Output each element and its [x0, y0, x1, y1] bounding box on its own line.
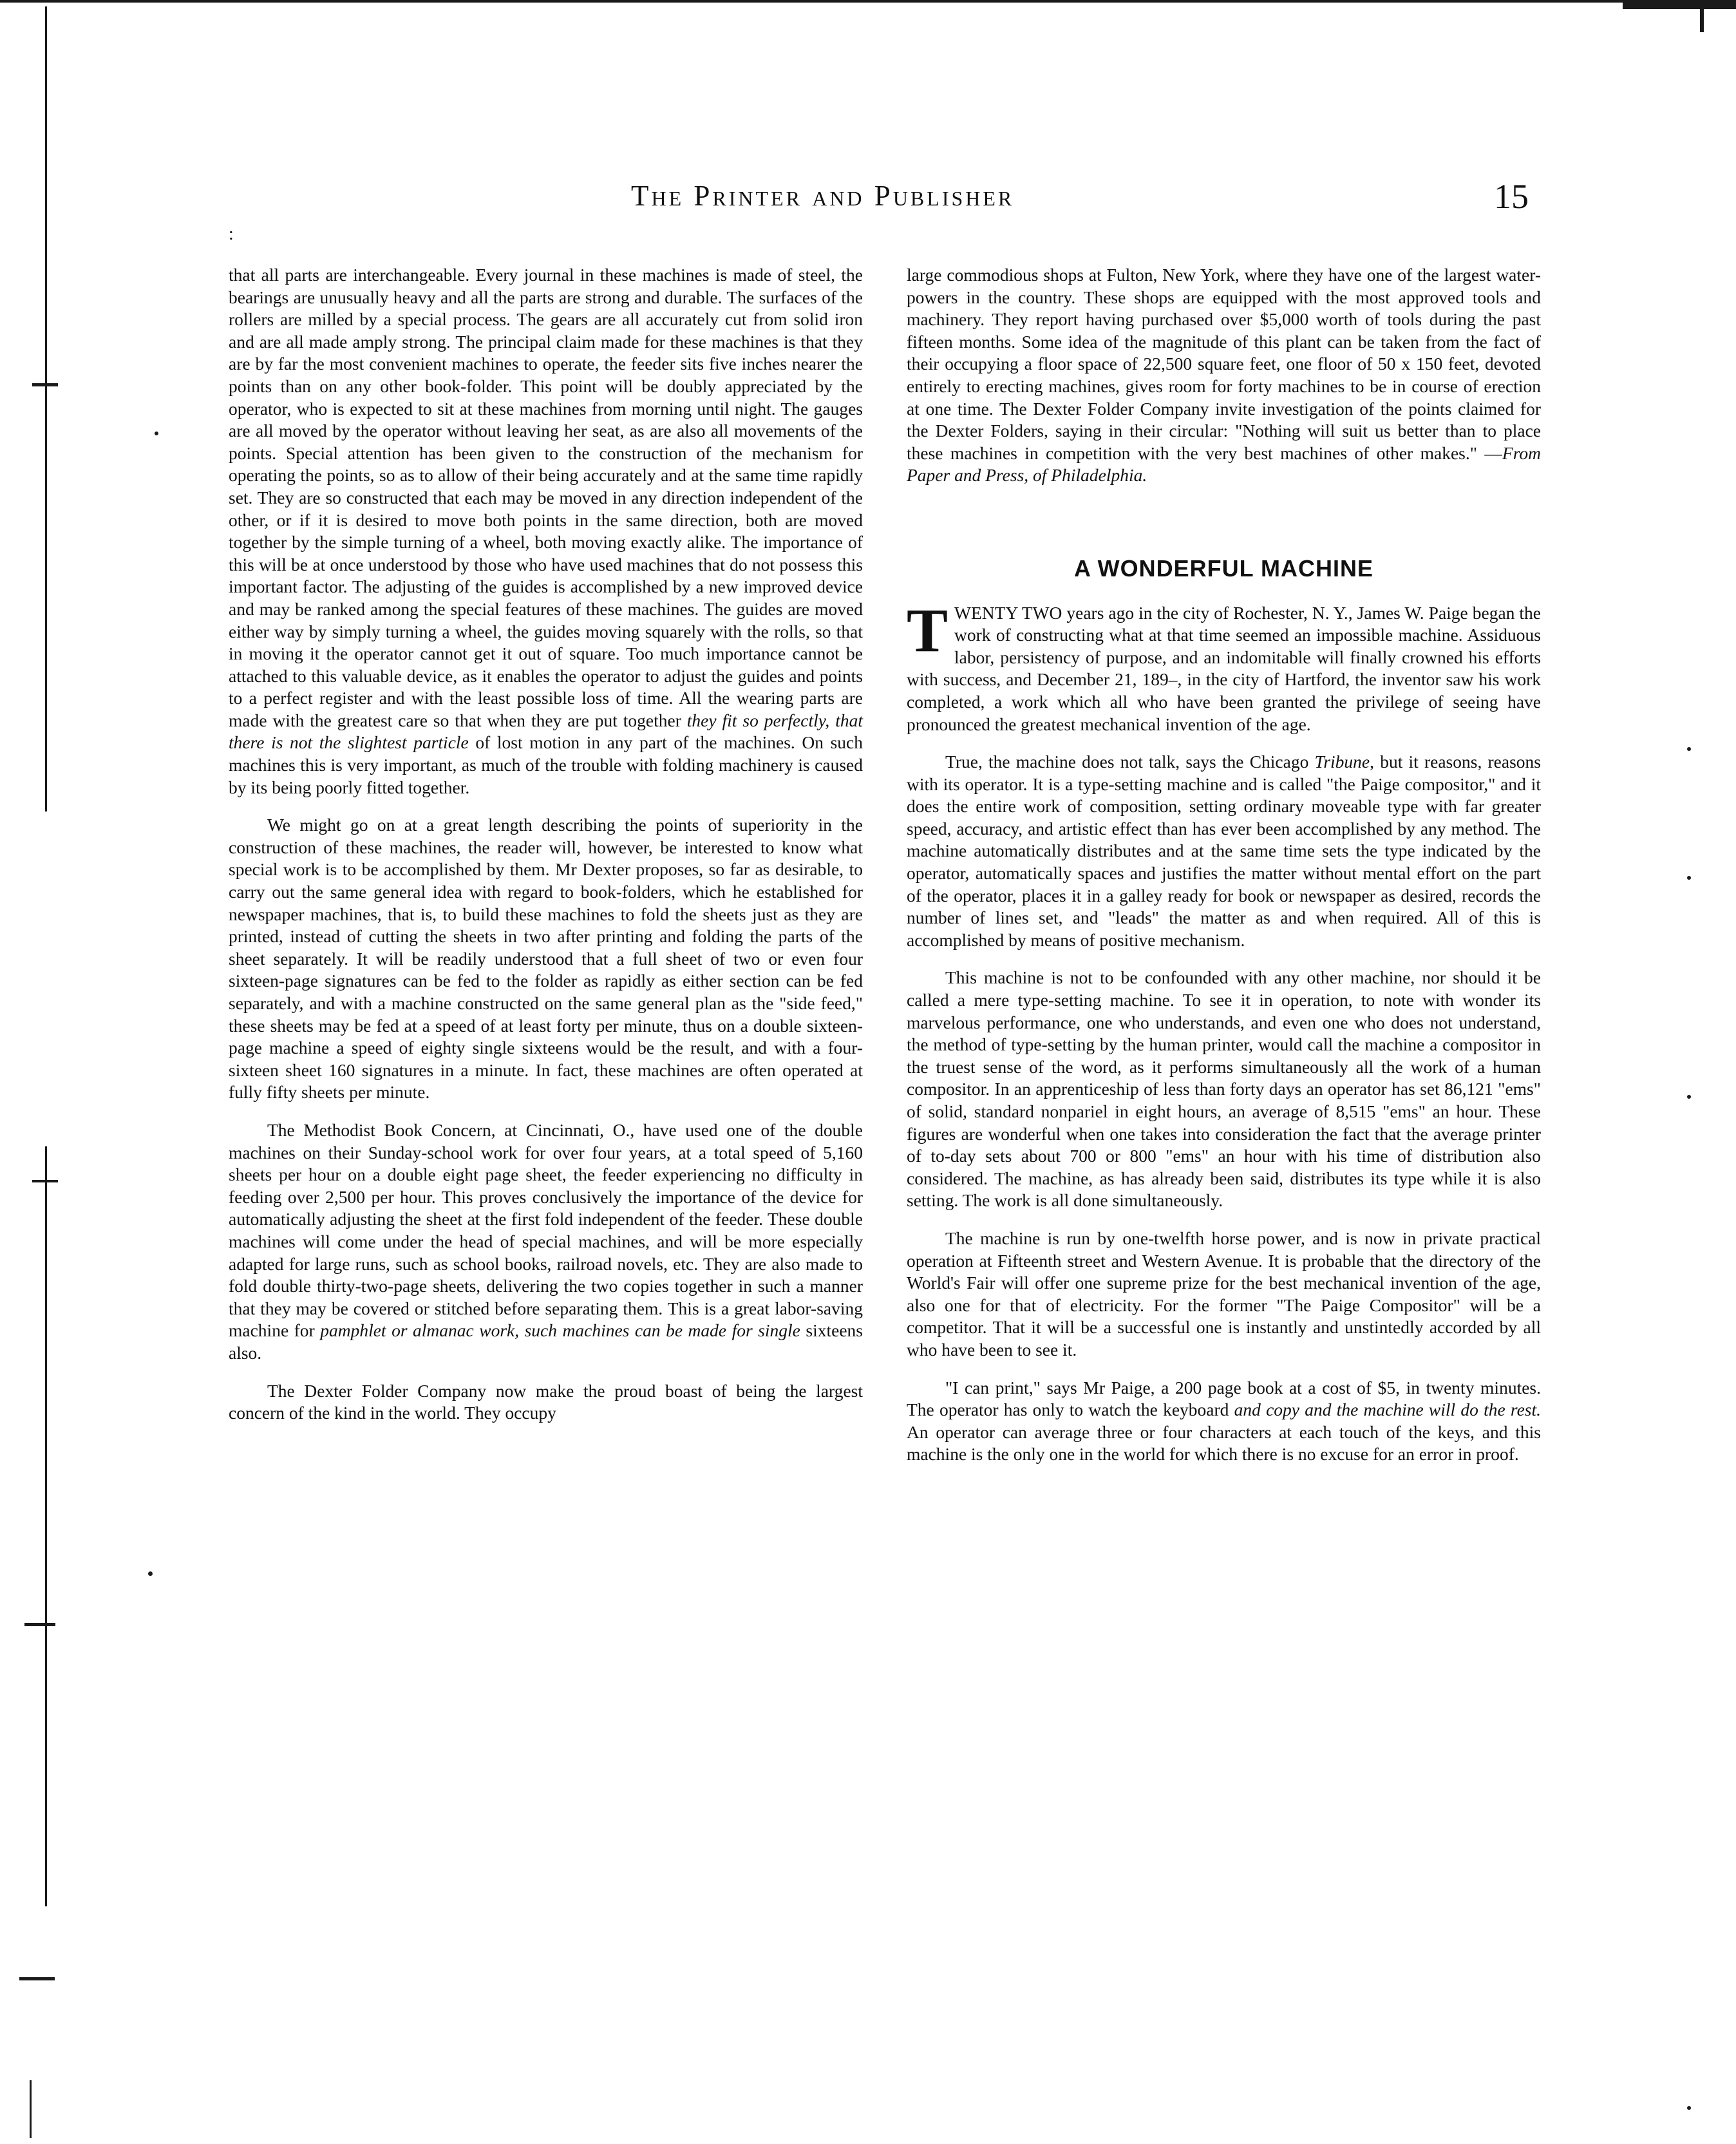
article-title: A WONDERFUL MACHINE [1074, 555, 1373, 582]
scan-margin-line-lower [45, 1146, 47, 1906]
scan-margin-line-bottom [30, 2080, 32, 2138]
scan-margin-line [45, 6, 47, 811]
scan-dot [155, 432, 158, 435]
left-column [229, 264, 863, 1440]
paragraph: True, the machine does not talk, says the Chicago Tribune, but it reasons, reasons with its operator. It is a type-setting machine and is called "the Paige compositor," and it does the entire work of composition, setting ordinary moveable type with far greater speed, accuracy, and artistic effect than has ever been accomplished by any method. The machine automatically distributes and at the same time sets the type indicated by the operator, automatically spaces and justifies the matter without mental effort on the part of the operator, places it in a galley ready for book or newspaper as desired, records the number of lines set, and "leads" the matter as and when required. All of this is accomplished by means of positive mechanism. [907, 752, 1542, 950]
ornament-mark: : [229, 224, 234, 244]
scan-margin-tick [19, 1977, 55, 1980]
scan-dot [1687, 747, 1691, 751]
paragraph: The Dexter Folder Company now make the proud boast of being the largest concern of the kind in the world. They occupy [229, 1380, 863, 1423]
paragraph: "I can print," says Mr Paige, a 200 page book at a cost of $5, in twenty minutes. The operator has only to watch the keyboard and copy and the machine will do the rest. An operator can average three or four characters at each touch of the keys, and this machine is the only one in the world for which there is no excuse for an error in proof. [907, 1377, 1541, 1465]
paragraph: TWENTY TWO years ago in the city of Rochester, N. Y., James W. Paige began the work of constructing what at that time seemed an impossible machine. Assiduous labor, persistency of purpose, and an indomitable will finally crowned his efforts with success, and December 21, 189–, in the city of Hartford, the inventor saw his work completed, a work which all who have been granted the privilege of seeing have pronounced the greatest mechanical invention of the age. [907, 595, 1541, 734]
scan-corner-mark [1700, 6, 1704, 32]
right-column [907, 264, 1541, 1481]
scan-edge-top-right [1623, 0, 1736, 9]
scan-margin-tick [32, 1180, 58, 1182]
drop-cap: T [907, 595, 948, 665]
running-head: The Printer and Publisher [631, 180, 1015, 212]
page-number: 15 [1494, 177, 1529, 216]
scan-margin-tick [32, 383, 58, 386]
scan-edge-top [0, 0, 1736, 3]
paragraph: that all parts are interchangeable. Every journal in these machines is made of steel, the bearings are unusually heavy and all the parts are strong and durable. The surfaces of the rollers are milled by a special process. The gears are all accurately cut from solid iron and are all made amply strong. The principal claim made for these machines is that they are by far the most convenient machines to operate, the feeder sits five inches nearer the points than on any other book-folder. This point will be doubly appreciated by the operator, who is expected to sit at these machines from morning until night. The gauges are all moved by the operator without leaving her seat, as are also all movements of the points. Special attention has been given to the construction of the mechanism for operating the points, so as to allow of their being accurately and at the same time rapidly set. They are so constructed that each may be moved in any direction independent of the other, or if it is desired to move both points in the same direction, both are moved together by the simple turning of a wheel, both moving exactly alike. The importance of this will be at once understood by those who have used machines that do not possess this important factor. The adjusting of the guides is accomplished by a new improved device and may be ranked among the special features of these machines. The guides are moved either way by simply turning a wheel, the guides moving squarely with the rolls, so that in moving it the operator cannot get it out of square. Too much importance cannot be attached to this valuable device, as it enables the operator to adjust the guides and points to a perfect register and with the least possible loss of time. All the wearing parts are made with the greatest care so that when they are put together they fit so perfectly, that there is not the slightest particle of lost motion in any part of the machines. On such machines this is very important, as much of the trouble with folding machinery is caused by its being poorly fitted together. [229, 265, 863, 797]
paragraph: This machine is not to be confounded with any other machine, nor should it be called a mere type-setting machine. To see it in operation, to note with wonder its marvelous performance, one who understands, and even one who does not understand, the method of type-setting by the human printer, would call the machine a compositor in the truest sense of the word, as it performs simultaneously all the work of a human compositor. In an apprenticeship of less than forty days an operator has set 86,121 "ems" of solid, standard nonpariel in eight hours, an average of 8,515 "ems" an hour. These figures are wonderful when one takes into consideration the fact that the average printer of to-day sets about 700 or 800 "ems" an hour with his time of distribution also considered. The machine, as has already been said, distributes its type while it is also setting. The work is all done simultaneously. [907, 967, 1541, 1211]
scan-margin-tick [24, 1623, 55, 1626]
scan-dot [1687, 2106, 1691, 2110]
paragraph: The machine is run by one-twelfth horse power, and is now in private practical operation at Fifteenth street and Western Avenue. It is probable that the directory of the World's Fair will offer one supreme prize for the best mechanical invention of the age, also one for that of electricity. For the former "The Paige Compositor" will be a competitor. That it will be a successful one is instantly and unstintedly accorded by all who have been to see it. [907, 1228, 1541, 1360]
paragraph: large commodious shops at Fulton, New York, where they have one of the largest water-powers in the country. These shops are equipped with the most approved tools and machinery. They report having purchased over $5,000 worth of tools during the past fifteen months. Some idea of the magnitude of this plant can be taken from the fact of their occupying a floor space of 22,500 square feet, one floor of 50 x 150 feet, devoted entirely to erecting machines, gives room for forty machines to be in course of erection at one time. The Dexter Folder Company invite investigation of the points claimed for the Dexter Folders, saying in their circular: "Nothing will suit us better than to place these machines in competition with the very best machines of other makes." —From Paper and Press, of Philadelphia. [907, 265, 1541, 486]
scan-dot [1687, 1095, 1691, 1099]
paragraph: We might go on at a great length describing the points of superiority in the construction of these machines, the reader will, however, be interested to know what special work is to be accomplished by them. Mr Dexter proposes, so far as desirable, to carry out the same general idea with regard to book-folders, which he established for newspaper machines, that is, to build these machines to fold the sheets just as they are printed, instead of cutting the sheets in two after printing and folding the parts of the sheet separately. It will be readily understood that a full sheet of two or even four sixteen-page signatures can be fed to the folder as rapidly as either section can be fed separately, and with a machine constructed on the same general plan as the "side feed," these sheets may be fed at a speed of at least forty per minute, thus on a double sixteen-page machine a speed of eighty single sixteens would be the result, and with a four-sixteen sheet 160 signatures in a minute. In fact, these machines are often operated at fully fifty sheets per minute. [229, 815, 863, 1103]
scan-dot [148, 1571, 153, 1576]
scan-dot [1687, 876, 1691, 880]
paragraph: The Methodist Book Concern, at Cincinnati, O., have used one of the double machines on their Sunday-school work for over four years, at a total speed of 5,160 sheets per hour on a double eight page sheet, the feeder experiencing no difficulty in feeding over 2,500 per hour. This proves conclusively the importance of the device for automatically adjusting the sheet at the first fold independent of the feeder. These double machines will come under the head of special machines, and will be more especially adapted for large runs, such as school books, railroad novels, etc. They are also made to fold double thirty-two-page sheets, delivering the two copies together in such a manner that they may be covered or stitched before separating them. This is a great labor-saving machine for pamphlet or almanac work, such machines can be made for single sixteens also. [229, 1119, 863, 1363]
